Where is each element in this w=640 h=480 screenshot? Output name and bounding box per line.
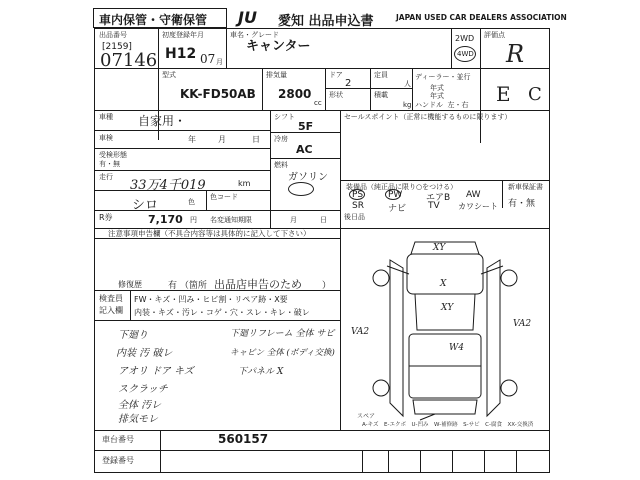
drive-2wd: 2WD bbox=[455, 34, 475, 43]
mileage-unit: km bbox=[238, 179, 251, 188]
repair-history-detail: 出品店申告のため bbox=[214, 278, 302, 291]
equipment-leather-seat: カワシート bbox=[458, 202, 498, 211]
evaluation-label: 評価点 bbox=[484, 31, 505, 39]
capacity-unit: 人 bbox=[404, 80, 411, 88]
equipment-sr: SR bbox=[352, 201, 364, 211]
inspection-day: 日 bbox=[252, 135, 260, 144]
diagram-wheel-fl bbox=[373, 270, 389, 286]
equipment-ps: PS bbox=[352, 190, 364, 200]
handwritten-left-1: 下廻り bbox=[118, 330, 148, 341]
name-change-day: 日 bbox=[320, 216, 327, 224]
shift-value: 5F bbox=[298, 120, 314, 133]
name-change-deadline-label: 名変通知期限 bbox=[210, 216, 252, 224]
dealer-label: ディーラー・並行 bbox=[415, 73, 471, 81]
year-type-label-b: 年式 bbox=[430, 92, 444, 100]
displacement-value: 2800 bbox=[278, 87, 312, 101]
diagram-right-side bbox=[487, 260, 500, 416]
diagram-left-side bbox=[390, 260, 403, 416]
diagram-wheel-rr bbox=[501, 380, 517, 396]
association-name: JAPAN USED CAR DEALERS ASSOCIATION bbox=[396, 13, 567, 22]
handwritten-left-4: スクラッチ bbox=[118, 384, 168, 395]
first-registration-month: 07 bbox=[200, 52, 216, 66]
recycle-label: R券 bbox=[99, 213, 113, 222]
first-registration-year: H12 bbox=[165, 46, 197, 62]
notes-header: 注意事項申告欄（不具合内容等は具体的に記入して下さい） bbox=[108, 229, 311, 238]
displacement-unit: cc bbox=[314, 99, 322, 107]
displacement-label: 排気量 bbox=[266, 71, 287, 79]
handwritten-left-5: 全体 汚レ bbox=[118, 400, 162, 411]
interior-evaluation: E bbox=[496, 82, 511, 106]
color-code-label: 色コード bbox=[210, 193, 238, 201]
equipment-grid bbox=[350, 190, 500, 214]
equipment-pw-circle bbox=[385, 189, 401, 200]
rear-items-label: 後日品 bbox=[344, 213, 365, 221]
first-registration-label: 初度登録年月 bbox=[162, 31, 204, 39]
fuel-circle bbox=[288, 182, 314, 196]
inspection-label: 車検 bbox=[99, 134, 113, 142]
lot-number-label: 出品番号 bbox=[99, 31, 127, 39]
diagram-wheel-rl bbox=[373, 380, 389, 396]
new-car-warranty-label: 新車保証書 bbox=[508, 183, 543, 191]
exterior-evaluation: C bbox=[528, 84, 542, 105]
ju-logo: JU bbox=[238, 8, 257, 27]
diagram-wheel-fr bbox=[501, 270, 517, 286]
equipment-aw: AW bbox=[466, 190, 481, 200]
diagram-mark-hood-2: XY bbox=[441, 303, 454, 313]
color-label: 色 bbox=[188, 198, 195, 206]
inspector-label-b: 記入欄 bbox=[99, 306, 123, 315]
load-unit: kg bbox=[403, 101, 412, 109]
year-type-label-a: 年式 bbox=[430, 84, 444, 92]
inspection-month: 月 bbox=[218, 135, 226, 144]
reception-label-a: 受検形態 bbox=[99, 151, 127, 159]
chassis-number-label: 車台番号 bbox=[102, 435, 134, 444]
door-count: 2 bbox=[345, 78, 352, 89]
equipment-label: 装備品（純正品に限り○をつける） bbox=[346, 183, 458, 191]
recycle-unit: 円 bbox=[190, 216, 197, 224]
model-code: KK-FD50AB bbox=[180, 87, 256, 101]
mileage-value: 33万4千019 bbox=[130, 178, 206, 193]
load-label: 積載 bbox=[374, 91, 388, 99]
handwritten-right-1: 下廻リフレーム 全体 サビ bbox=[230, 329, 335, 339]
handwritten-right-2: キャビン 全体 (ボディ交換) bbox=[230, 348, 335, 358]
inspection-year: 年 bbox=[188, 135, 196, 144]
lot-number-small: [2159] bbox=[102, 42, 132, 52]
inspector-interior-line: 内装・キズ・汚レ・コゲ・穴・スレ・キレ・破レ bbox=[134, 308, 310, 317]
capacity-label: 定員 bbox=[374, 71, 388, 79]
new-car-warranty-value: 有・無 bbox=[508, 199, 536, 209]
car-name-label: 車名・グレード bbox=[230, 31, 279, 39]
equipment-tv: TV bbox=[428, 201, 440, 211]
spare-label: スペア bbox=[357, 413, 376, 420]
body-shape-label: 形状 bbox=[329, 91, 343, 99]
diagram-mark-hood: X bbox=[440, 279, 447, 289]
repair-history-label: 修復歴 bbox=[118, 280, 142, 289]
equipment-pw: PW bbox=[388, 190, 403, 200]
handwritten-right-3: 下パネル X bbox=[238, 367, 284, 377]
mileage-label: 走行 bbox=[99, 173, 113, 181]
evaluation-score: R bbox=[506, 40, 525, 68]
repair-close-paren: ） bbox=[322, 281, 332, 291]
fuel-value: ガソリン bbox=[288, 172, 328, 183]
model-label: 型式 bbox=[162, 71, 176, 79]
equipment-ps-circle bbox=[349, 189, 365, 200]
diagram-mark-bed: W4 bbox=[449, 343, 464, 353]
car-name: キャンター bbox=[246, 39, 311, 54]
diagram-mark-top: XY bbox=[433, 243, 446, 253]
equipment-airbag: エアB bbox=[426, 193, 451, 203]
handwritten-left-6: 排気モレ bbox=[118, 414, 158, 425]
damage-legend: A-キズ E-エクボ U-凹み W-補修跡 S-サビ C-腐食 XX-交換済 bbox=[362, 422, 534, 428]
repair-history-value: 有 （箇所 bbox=[168, 281, 207, 291]
usage-value: 自家用・ bbox=[138, 114, 187, 128]
diagram-mark-left: VA2 bbox=[351, 327, 370, 337]
door-label: ドア bbox=[329, 71, 343, 79]
lot-number: 07146 bbox=[100, 50, 158, 71]
equipment-navi: ナビ bbox=[388, 204, 407, 214]
diagram-mark-right: VA2 bbox=[513, 319, 532, 329]
month-unit: 月 bbox=[216, 58, 223, 66]
inspector-exterior-line: FW・キズ・凹み・ヒビ割・リペア跡・X要 bbox=[134, 295, 288, 304]
diagram-rear bbox=[413, 400, 477, 414]
chassis-number: 560157 bbox=[218, 432, 269, 446]
reception-label-b: 有・無 bbox=[99, 160, 120, 168]
handwritten-left-2: 内装 汚 破レ bbox=[116, 348, 173, 359]
aircon-value: AC bbox=[296, 143, 313, 156]
sales-point-label: セールスポイント（正常に機能するものに限ります） bbox=[344, 113, 512, 121]
car-damage-diagram bbox=[345, 238, 545, 422]
storage-box-title: 車内保管・守衛保管 bbox=[99, 13, 208, 27]
usage-label: 車種 bbox=[99, 113, 113, 121]
handwritten-left-3: アオリ ドア キズ bbox=[118, 366, 194, 377]
drive-4wd: 4WD bbox=[457, 50, 474, 58]
shift-label: シフト bbox=[274, 113, 295, 121]
form-title: 愛知 出品申込書 bbox=[278, 14, 374, 29]
name-change-month: 月 bbox=[290, 216, 297, 224]
color-value: シロ bbox=[132, 198, 159, 213]
inspector-label-a: 検査員 bbox=[99, 294, 123, 303]
aircon-label: 冷房 bbox=[274, 135, 288, 143]
recycle-amount: 7,170 bbox=[148, 213, 183, 226]
registration-number-label: 登録番号 bbox=[102, 456, 134, 465]
fuel-label: 燃料 bbox=[274, 161, 288, 169]
handle-label: ハンドル 左・右 bbox=[415, 101, 469, 109]
